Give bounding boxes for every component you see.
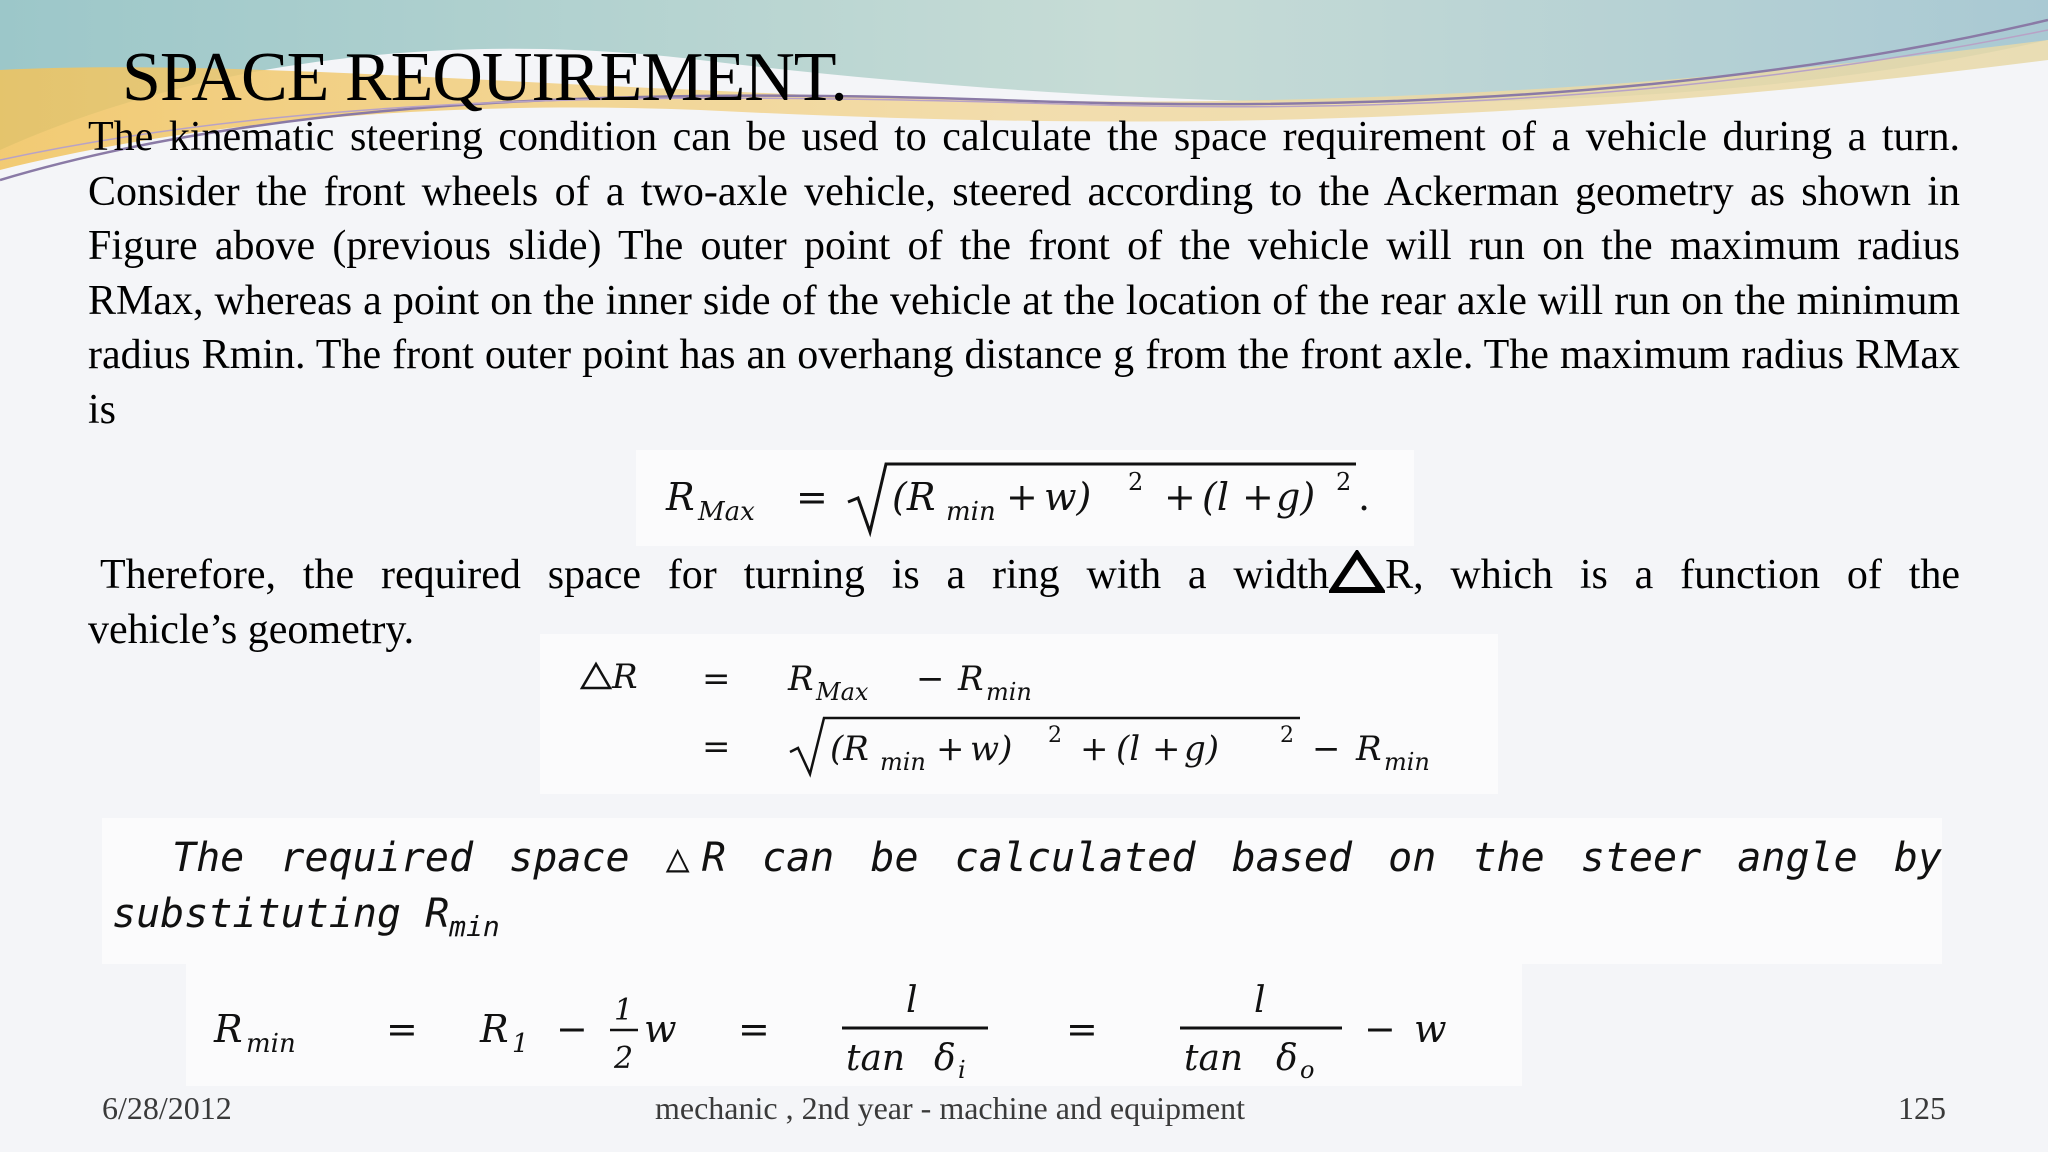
svg-text:l: l (1254, 980, 1266, 1021)
svg-text:R: R (788, 659, 814, 699)
svg-text:l: l (906, 980, 918, 1021)
svg-text:=: = (738, 1007, 770, 1051)
svg-text:R: R (480, 1007, 509, 1051)
svg-text:min: min (246, 1029, 296, 1059)
svg-text:−: − (1312, 729, 1341, 769)
svg-text:−: − (916, 659, 945, 699)
svg-text:+: + (1152, 729, 1181, 769)
svg-text:Max: Max (698, 497, 755, 527)
footer-course: mechanic , 2nd year - machine and equipment (655, 1090, 1245, 1126)
required-space-line-2: substituting $R_{min}$ (112, 891, 500, 943)
svg-text:+: + (1006, 475, 1038, 519)
footer-page-number: 125 (1898, 1090, 1946, 1126)
svg-text:tan: tan (846, 1038, 906, 1079)
svg-text:(R: (R (892, 475, 936, 519)
svg-text:g): g) (1184, 729, 1220, 769)
svg-text:=: = (702, 659, 731, 699)
required-space-text (112, 830, 1942, 955)
svg-text:δ: δ (934, 1038, 956, 1079)
svg-text:R: R (666, 475, 695, 519)
svg-text:2: 2 (1280, 723, 1294, 748)
svg-text:R: R (1356, 729, 1382, 769)
svg-text:1: 1 (512, 1029, 529, 1059)
svg-text:R: R (612, 657, 638, 697)
svg-text:min: min (1384, 748, 1430, 776)
svg-text:g): g) (1276, 475, 1316, 519)
svg-text:min: min (946, 497, 996, 527)
svg-text:2: 2 (614, 1041, 634, 1076)
svg-text:w: w (644, 1007, 677, 1051)
paragraph2-line2: vehicle’s geometry. (88, 606, 415, 653)
svg-text:(l: (l (1202, 475, 1229, 519)
equation-delta-r (540, 634, 1498, 794)
svg-text:i: i (958, 1056, 966, 1084)
svg-text:o: o (1300, 1056, 1315, 1084)
delta-triangle-icon (1329, 550, 1385, 594)
body-paragraph: The kinematic steering condition can be used to calculate the space requirement of a vehicle during a turn. Consider the front wheels of a two-axle vehicle, steered according to the Ackerman geometry as shown in Figure above (previous slide) The outer point of the front of the vehicle will run on the maximum radius RMax, whereas a point on the inner side of the vehicle at the location of the rear axle will run on the minimum radius Rmin. The front outer point has an overhang distance g from the front axle. The maximum radius RMax is (88, 114, 1960, 433)
svg-text:2: 2 (1128, 468, 1144, 496)
svg-text:(l: (l (1116, 729, 1141, 769)
slide-title: SPACE REQUIREMENT. (122, 39, 847, 116)
svg-text:+: + (1242, 475, 1274, 519)
svg-text:+: + (936, 729, 965, 769)
svg-text:−: − (1364, 1007, 1396, 1051)
equation-rmin (186, 962, 1522, 1086)
equation-rmax (636, 450, 1414, 546)
svg-text:min: min (880, 748, 926, 776)
svg-text:2: 2 (1336, 468, 1352, 496)
svg-text:Max: Max (816, 678, 869, 706)
svg-text:.: . (1358, 475, 1371, 519)
svg-text:(R: (R (830, 729, 869, 769)
svg-text:δ: δ (1276, 1038, 1298, 1079)
svg-text:R: R (958, 659, 984, 699)
paragraph2-text-b: R, which is a function of the (1385, 552, 1960, 598)
svg-text:min: min (986, 678, 1032, 706)
svg-text:w: w (1414, 1007, 1447, 1051)
svg-text:tan: tan (1184, 1038, 1244, 1079)
required-space-line-1: The required space △R can be calculated based on the steer angle by (172, 835, 1942, 881)
svg-text:+: + (1164, 475, 1196, 519)
svg-text:=: = (702, 727, 731, 767)
svg-text:w): w) (970, 729, 1013, 769)
svg-text:−: − (556, 1007, 588, 1051)
svg-text:=: = (386, 1007, 418, 1051)
svg-text:R: R (214, 1007, 243, 1051)
svg-text:+: + (1080, 729, 1109, 769)
paragraph2-text-a: Therefore, the required space for turning is a ring with a width (100, 552, 1330, 598)
footer-date: 6/28/2012 (102, 1090, 232, 1126)
svg-text:=: = (1066, 1007, 1098, 1051)
svg-text:2: 2 (1048, 723, 1062, 748)
svg-text:1: 1 (614, 993, 634, 1028)
svg-text:=: = (796, 475, 828, 519)
svg-text:w): w) (1044, 475, 1092, 519)
